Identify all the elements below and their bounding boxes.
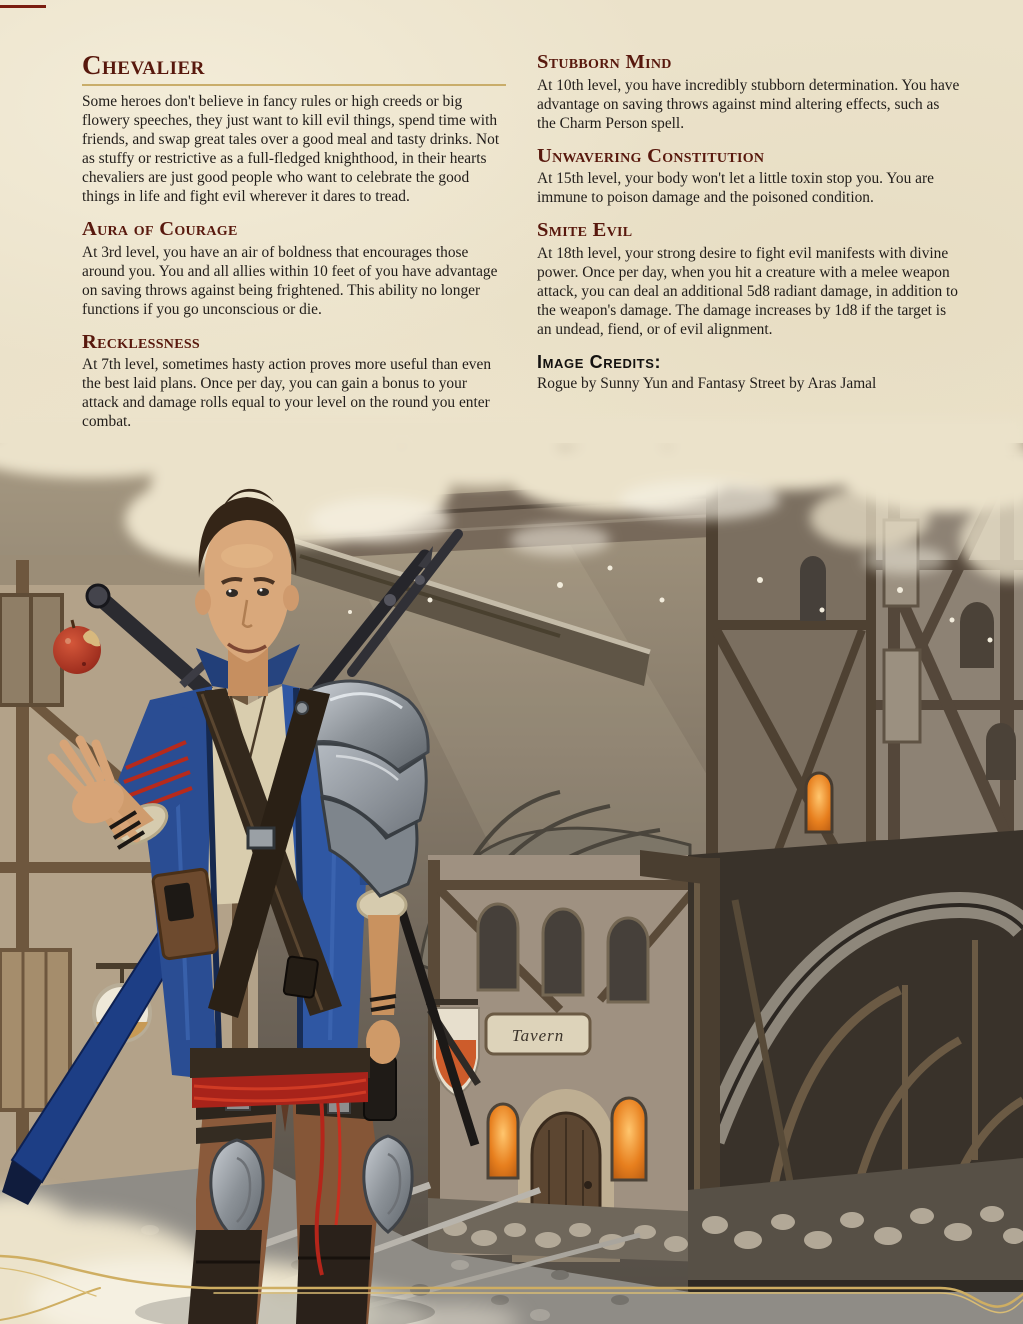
image-credits-title: Image Credits: [537, 351, 662, 372]
image-credits-body: Rogue by Sunny Yun and Fantasy Street by Aras Jamal [537, 374, 877, 392]
section-body-recklessness: At 7th level, sometimes hasty action proves more useful than even the best laid plans. Once per day, you can gain a bonus to your attack and damage rolls equal to your level on the round you enter combat. [82, 356, 492, 431]
section-chevalier [82, 52, 506, 206]
section-title-recklessness: Recklessness [82, 330, 201, 353]
section-aura-of-courage [82, 219, 506, 319]
section-title-unwavering-constitution: Unwavering Constitution [537, 144, 765, 167]
section-unwavering-constitution [537, 146, 961, 208]
section-body-stubborn-mind: At 10th level, you have incredibly stubborn determination. You have advantage on saving throws against mind altering effects, such as the Charm Person spell. [537, 76, 960, 132]
section-body-aura-of-courage: At 3rd level, you have an air of boldness that encourages those around you. You and all allies within 10 feet of you have advantage on saving throws against being frightened. This ability no longer functions if you go unconscious or die. [82, 243, 498, 318]
hip-pouch [152, 869, 217, 960]
section-body-unwavering-constitution: At 15th level, your body won't let a little toxin stop you. You are immune to poison damage and the poisoned condition. [537, 170, 934, 207]
left-column [82, 44, 506, 439]
boot [296, 1225, 372, 1324]
section-stubborn-mind [537, 52, 961, 133]
boot [188, 1230, 262, 1324]
belt-sash [190, 1048, 370, 1108]
glowing-window [806, 773, 832, 832]
tavern-sign-text: Tavern [511, 1026, 565, 1045]
glowing-window [612, 1098, 646, 1180]
section-smite-evil [537, 220, 961, 339]
section-image-credits [537, 353, 961, 393]
glowing-window [488, 1104, 518, 1178]
section-body-smite-evil: At 18th level, your strong desire to fight evil manifests with divine power. Once per day, when you hit a creature with a melee weapon attack, you can deal an additional 5d8 radiant damage, in addition to the weapon's damage. The damage increases by 1d8 if the target is an undead, fiend, or of evil alignment. [537, 244, 958, 338]
section-title-smite-evil: Smite Evil [537, 219, 633, 242]
right-column [537, 44, 961, 439]
section-body-chevalier: Some heroes don't believe in fancy rules or high creeds or big flowery speeches, they just want to kill evil things, spend time with friends, and swap great tales over a good meal and tasty drinks. Not as stuffy or restrictive as a full-fledged knighthood, in their hearts chevaliers are just good people who want to celebrate the good things in life and fight evil wherever it dares to tread. [82, 93, 500, 206]
section-title-chevalier: Chevalier [82, 52, 506, 86]
section-title-stubborn-mind: Stubborn Mind [537, 51, 672, 73]
section-recklessness [82, 332, 506, 432]
timber-archway [640, 830, 1023, 1324]
text-columns [82, 44, 962, 439]
top-edge-rule [0, 5, 46, 8]
section-title-aura-of-courage: Aura of Courage [82, 218, 238, 241]
